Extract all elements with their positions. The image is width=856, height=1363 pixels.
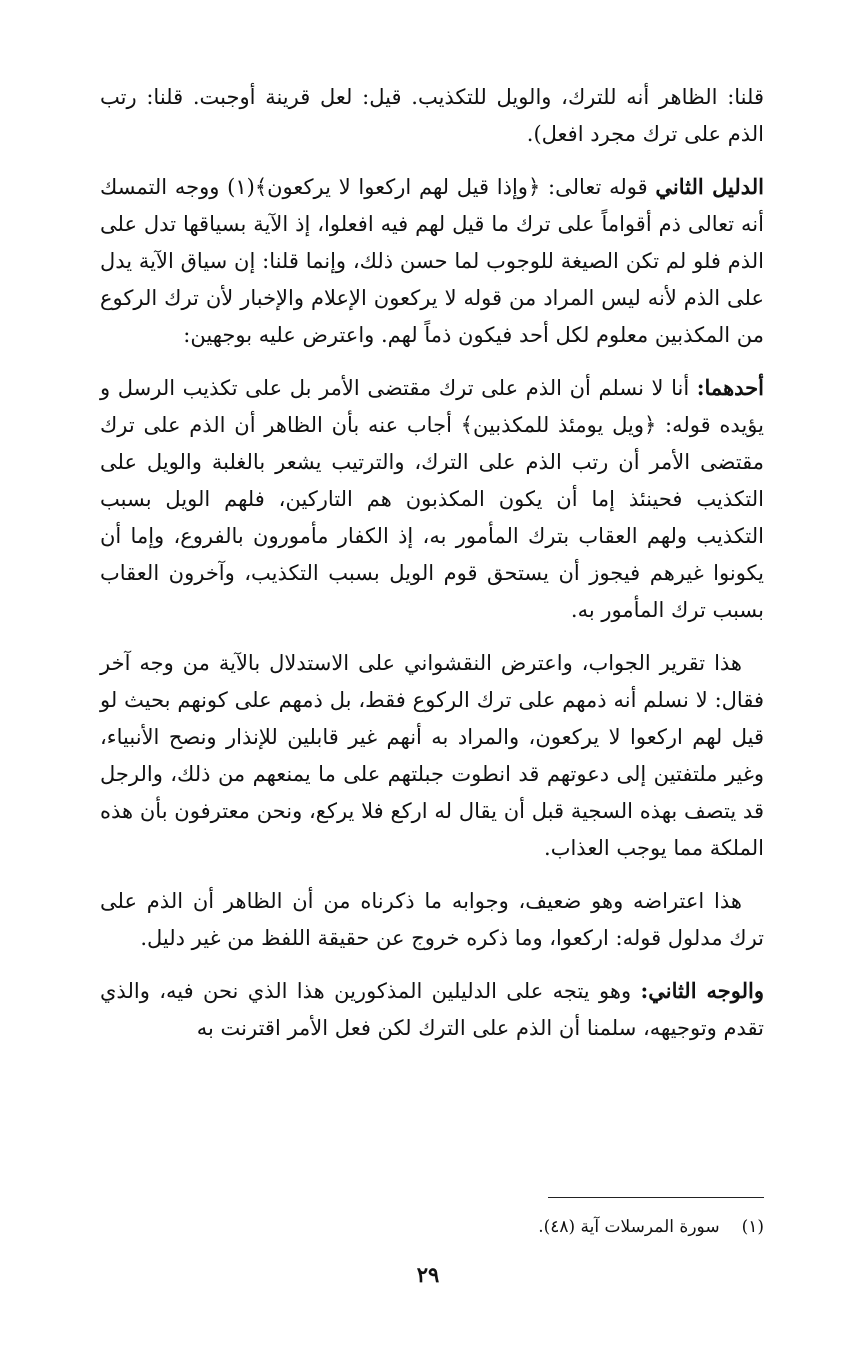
paragraph-6-text: وهو يتجه على الدليلين المذكورين هذا الذي نحن فيه، والذي تقدم وتوجيهه، سلمنا أن الذم على الترك لكن فعل الأمر اقترنت به: [100, 979, 764, 1040]
paragraph-2-lead: الدليل الثاني: [655, 174, 764, 199]
page-body: [100, 78, 764, 1047]
paragraph-3-lead: أحدهما:: [696, 375, 764, 400]
page-number: ٢٩: [416, 1262, 440, 1287]
paragraph-1: [100, 78, 764, 153]
paragraph-4-text: هذا تقرير الجواب، واعترض النقشواني على الاستدلال بالآية من وجه آخر فقال: لا نسلم أنه ذمهم على ترك الركوع فقط، بل ذمهم على كونهم بحيث لو قيل لهم اركعوا لا يركعون، والمراد به أنهم غير قابلين للإنذار ونصح الأنبياء، وغير ملتفتين إلى دعوتهم قد انطوت جبلتهم على ما يمنعهم من ذلك، والرجل قد يتصف بهذه السجية قبل أن يقال له اركع فلا يركع، ونحن معترفون بأن هذه الملكة مما يوجب العذاب.: [100, 651, 764, 860]
paragraph-5-text: هذا اعتراضه وهو ضعيف، وجوابه ما ذكرناه من أن الظاهر أن الذم على ترك مدلول قوله: اركعوا، وما ذكره خروج عن حقيقة اللفظ من غير دليل.: [100, 889, 764, 950]
paragraph-2-text: قوله تعالى: ﴿وإذا قيل لهم اركعوا لا يركعون﴾(١) ووجه التمسك أنه تعالى ذم أقواماً على ترك ما قيل لهم فيه افعلوا، إذ الآية بسياقها تدل على الذم فلو لم تكن الصيغة للوجوب لما حسن ذلك، وإنما قلنا: إن سياق الآية يدل على الذم لأنه ليس المراد من قوله لا يركعون الإعلام والإخبار لأن ترك الركوع من المكذبين معلوم لكل أحد فيكون ذماً لهم. واعترض عليه بوجهين:: [100, 175, 764, 347]
paragraph-1-text: قلنا: الظاهر أنه للترك، والويل للتكذيب. قيل: لعل قرينة أوجبت. قلنا: رتب الذم على ترك مجرد افعل).: [100, 85, 764, 146]
paragraph-6-lead: والوجه الثاني:: [640, 978, 765, 1003]
paragraph-3-text: أنا لا نسلم أن الذم على ترك مقتضى الأمر بل على تكذيب الرسل و يؤيده قوله: ﴿ويل يومئذ للمكذبين﴾ أجاب عنه بأن الظاهر أن الذم على ترك مقتضى الأمر أن رتب الذم على الترك، والترتيب يشعر بالغلبة والويل على التكذيب فحينئذ إما أن يكون المكذبون هم التاركين، فلهم الويل بسبب التكذيب ولهم العقاب بترك المأمور به، إذ الكفار مأمورون بالفروع، وإما أن يكونوا غيرهم فيجوز أن يستحق قوم الويل بسبب التكذيب، وآخرون العقاب بسبب ترك المأمور به.: [100, 376, 764, 622]
paragraph-4: [100, 644, 764, 867]
paragraph-2: [100, 168, 764, 354]
footnote-number: (١): [741, 1217, 764, 1237]
footnote-text: سورة المرسلات آية (٤٨).: [538, 1217, 720, 1237]
paragraph-3: [100, 369, 764, 629]
paragraph-5: [100, 882, 764, 957]
footnote-divider: [548, 1197, 764, 1198]
footnote: [538, 1215, 764, 1239]
paragraph-6: [100, 972, 764, 1047]
